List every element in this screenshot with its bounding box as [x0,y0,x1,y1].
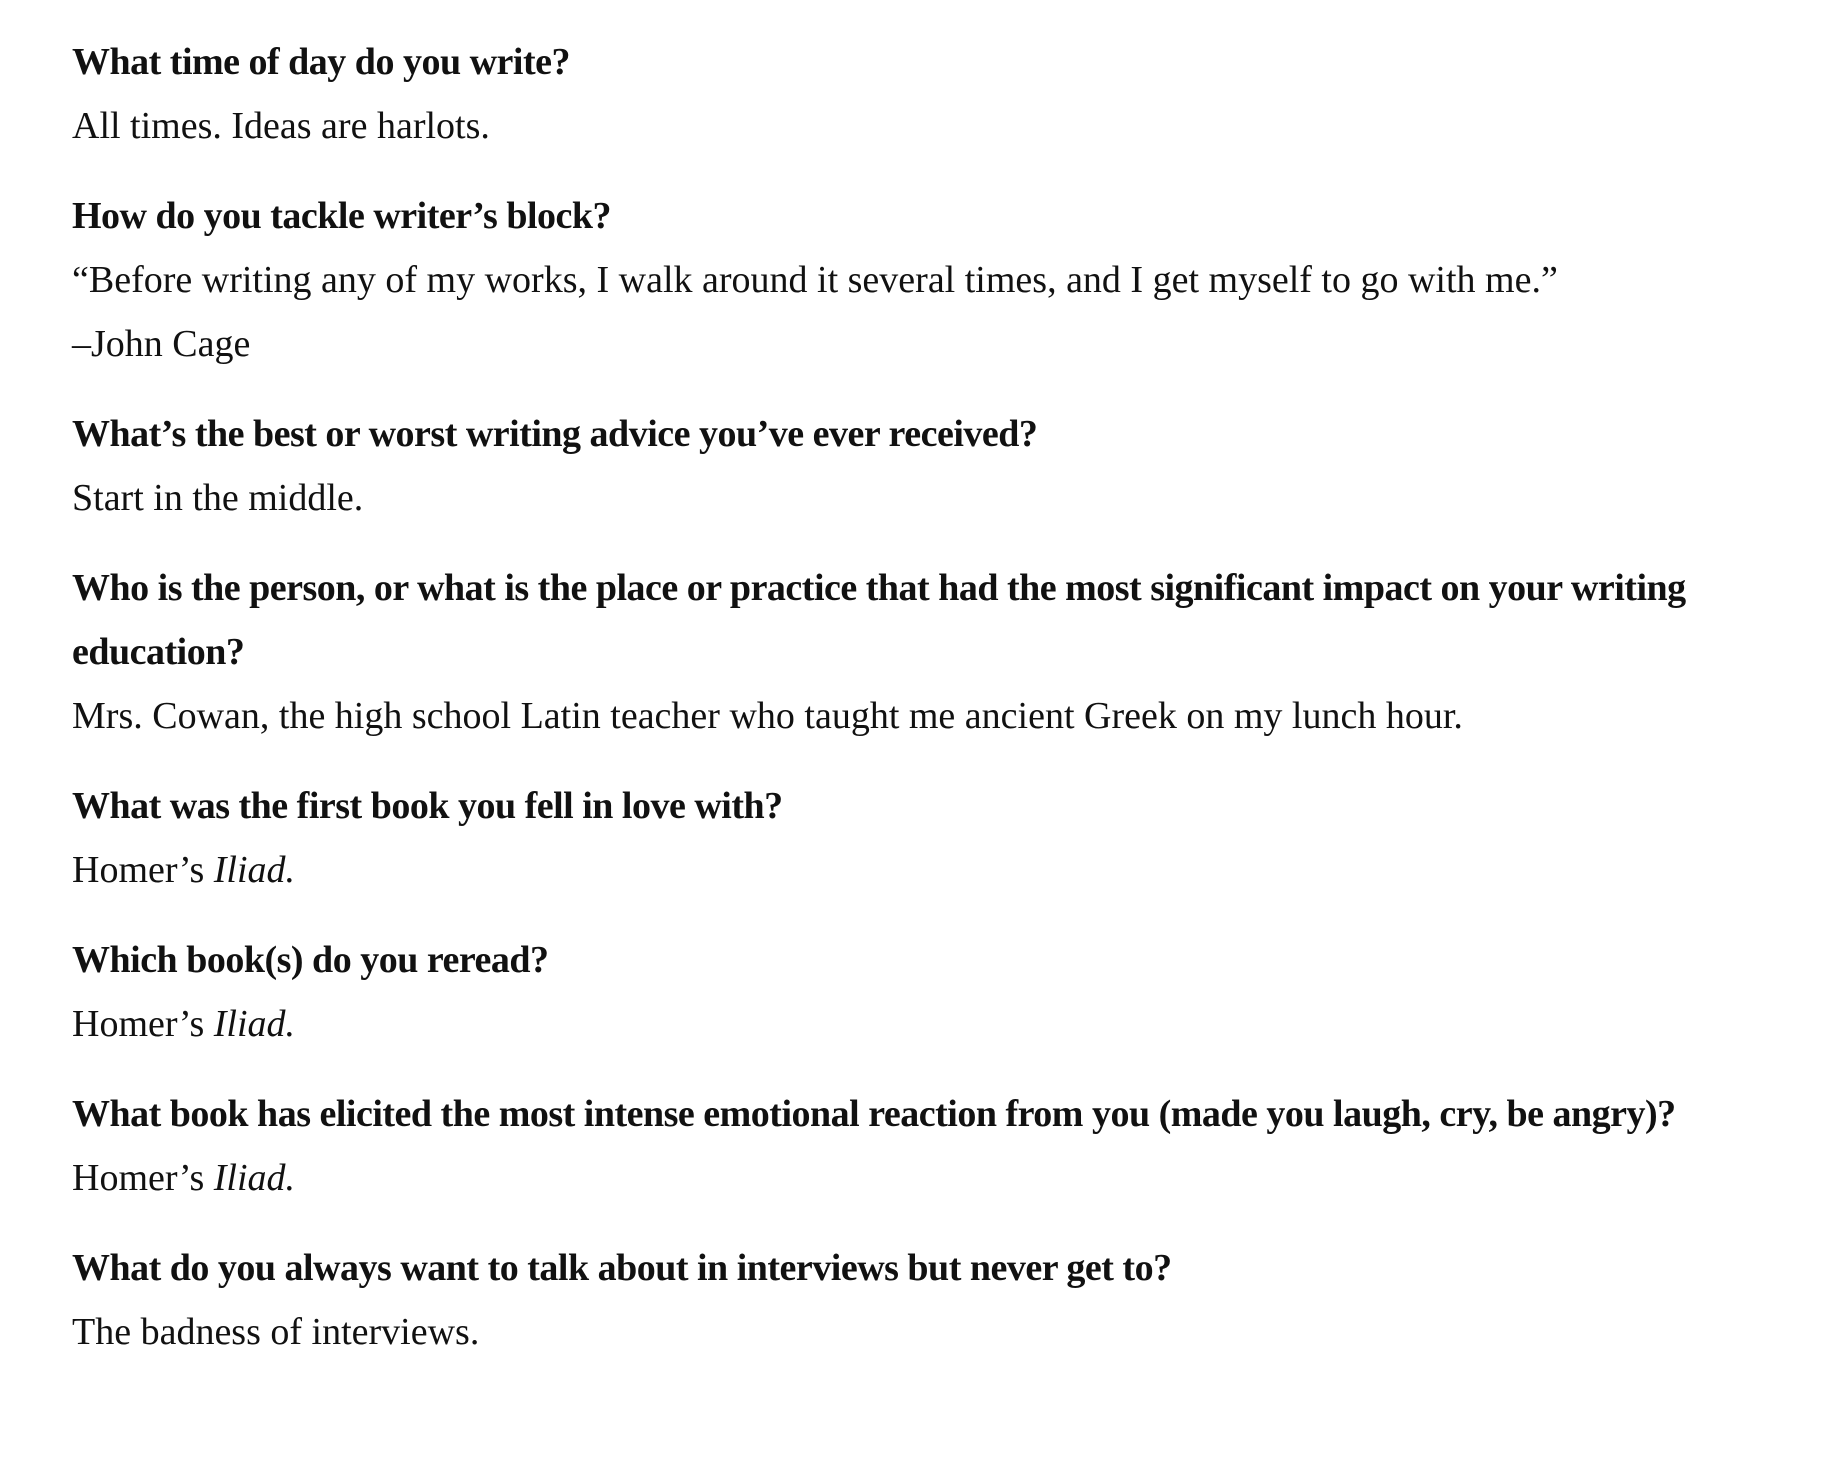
question: Who is the person, or what is the place or practice that had the most significant impact on your writing education? [72,567,1686,673]
qa-item [72,184,1772,376]
answer-attribution: –John Cage [72,323,251,365]
answer [72,838,1772,902]
qa-item [72,402,1772,530]
qa-item [72,30,1772,158]
interview-content [72,30,1772,1390]
answer-prefix: Homer’s [72,1003,214,1045]
question: What was the first book you fell in love with? [72,785,783,827]
answer: Start in the middle. [72,477,364,519]
question: What’s the best or worst writing advice you’ve ever received? [72,413,1038,455]
answer: Mrs. Cowan, the high school Latin teacher who taught me ancient Greek on my lunch hour. [72,695,1463,737]
answer: All times. Ideas are harlots. [72,105,490,147]
answer: The badness of interviews. [72,1311,480,1353]
answer-prefix: Homer’s [72,849,214,891]
qa-item [72,928,1772,1056]
question: Which book(s) do you reread? [72,939,549,981]
book-title: Iliad. [213,1003,296,1045]
question: What time of day do you write? [72,41,570,83]
qa-item [72,1082,1772,1210]
answer [72,992,1772,1056]
answer-prefix: Homer’s [72,1157,214,1199]
book-title: Iliad. [213,849,296,891]
book-title: Iliad. [213,1157,296,1199]
qa-item [72,556,1772,748]
question: What do you always want to talk about in interviews but never get to? [72,1247,1172,1289]
qa-item [72,1236,1772,1364]
answer [72,1146,1772,1210]
answer-quote: “Before writing any of my works, I walk around it several times, and I get myself to go with me.” [72,259,1558,301]
question: What book has elicited the most intense emotional reaction from you (made you laugh, cry, be angry)? [72,1093,1676,1135]
question: How do you tackle writer’s block? [72,195,612,237]
qa-item [72,774,1772,902]
